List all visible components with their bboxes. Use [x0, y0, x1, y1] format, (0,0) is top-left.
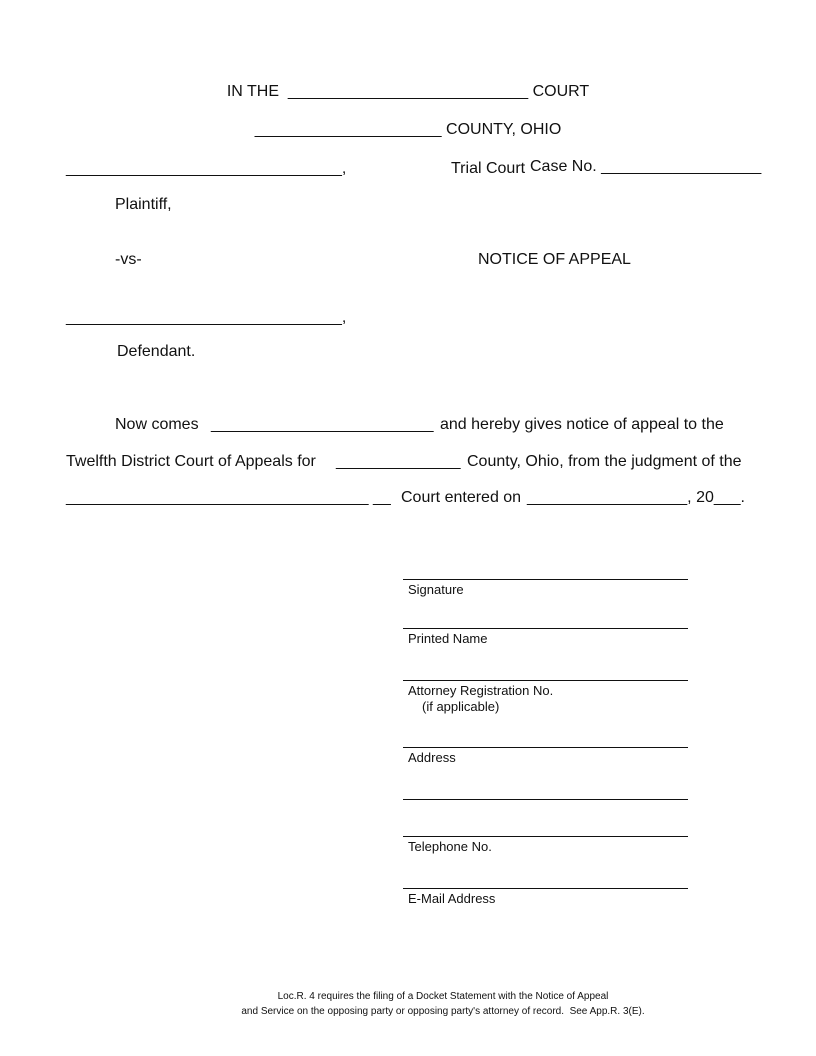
document-title: NOTICE OF APPEAL	[478, 251, 631, 268]
address-label: Address	[408, 750, 456, 765]
attorney-registration-label: Attorney Registration No.	[408, 683, 554, 698]
footnote-line-1: Loc.R. 4 requires the filing of a Docket Statement with the Notice of Appeal	[277, 991, 609, 1002]
telephone-label: Telephone No.	[408, 839, 492, 854]
entered-on-text: Court entered on	[401, 489, 522, 506]
signature-label: Signature	[408, 582, 464, 597]
attorney-registration-note: (if applicable)	[422, 699, 500, 714]
now-comes-text: Now comes	[115, 416, 199, 433]
footnote-line-2: and Service on the opposing party or opposing party's attorney of record. See App.R. 3(E).	[241, 1006, 645, 1017]
defendant-name-blank: _______________________________,	[66, 309, 347, 326]
email-line	[403, 888, 688, 889]
email-label: E-Mail Address	[408, 891, 496, 906]
plaintiff-label: Plaintiff,	[115, 196, 172, 213]
court-name-line: IN THE ___________________________ COURT	[226, 83, 590, 100]
case-number-line: Case No. __________________	[530, 158, 762, 175]
trial-court-blank: __________________________________ __	[66, 489, 391, 506]
printed-name-label: Printed Name	[408, 631, 488, 646]
county-caption-line	[0, 85, 816, 157]
address-line-2	[403, 799, 688, 800]
appeal-county-blank: ______________	[336, 453, 461, 470]
court-of-appeals-text: Twelfth District Court of Appeals for	[66, 453, 316, 470]
signature-line	[403, 579, 688, 580]
notice-text: and hereby gives notice of appeal to the	[440, 416, 724, 433]
address-line	[403, 747, 688, 748]
county-name-line: _____________________ COUNTY, OHIO	[254, 121, 562, 138]
telephone-line	[403, 836, 688, 837]
trial-court-label: Trial Court	[451, 160, 526, 177]
appellant-name-blank: _________________________	[211, 416, 434, 433]
versus-label: -vs-	[115, 251, 142, 268]
attorney-registration-line	[403, 680, 688, 681]
footnote-line-2-wrap	[0, 984, 816, 1028]
plaintiff-name-blank: _______________________________,	[66, 160, 347, 177]
judgment-text: County, Ohio, from the judgment of the	[467, 453, 742, 470]
defendant-label: Defendant.	[117, 343, 196, 360]
printed-name-line	[403, 628, 688, 629]
entry-date-blank: __________________, 20___.	[527, 489, 745, 506]
